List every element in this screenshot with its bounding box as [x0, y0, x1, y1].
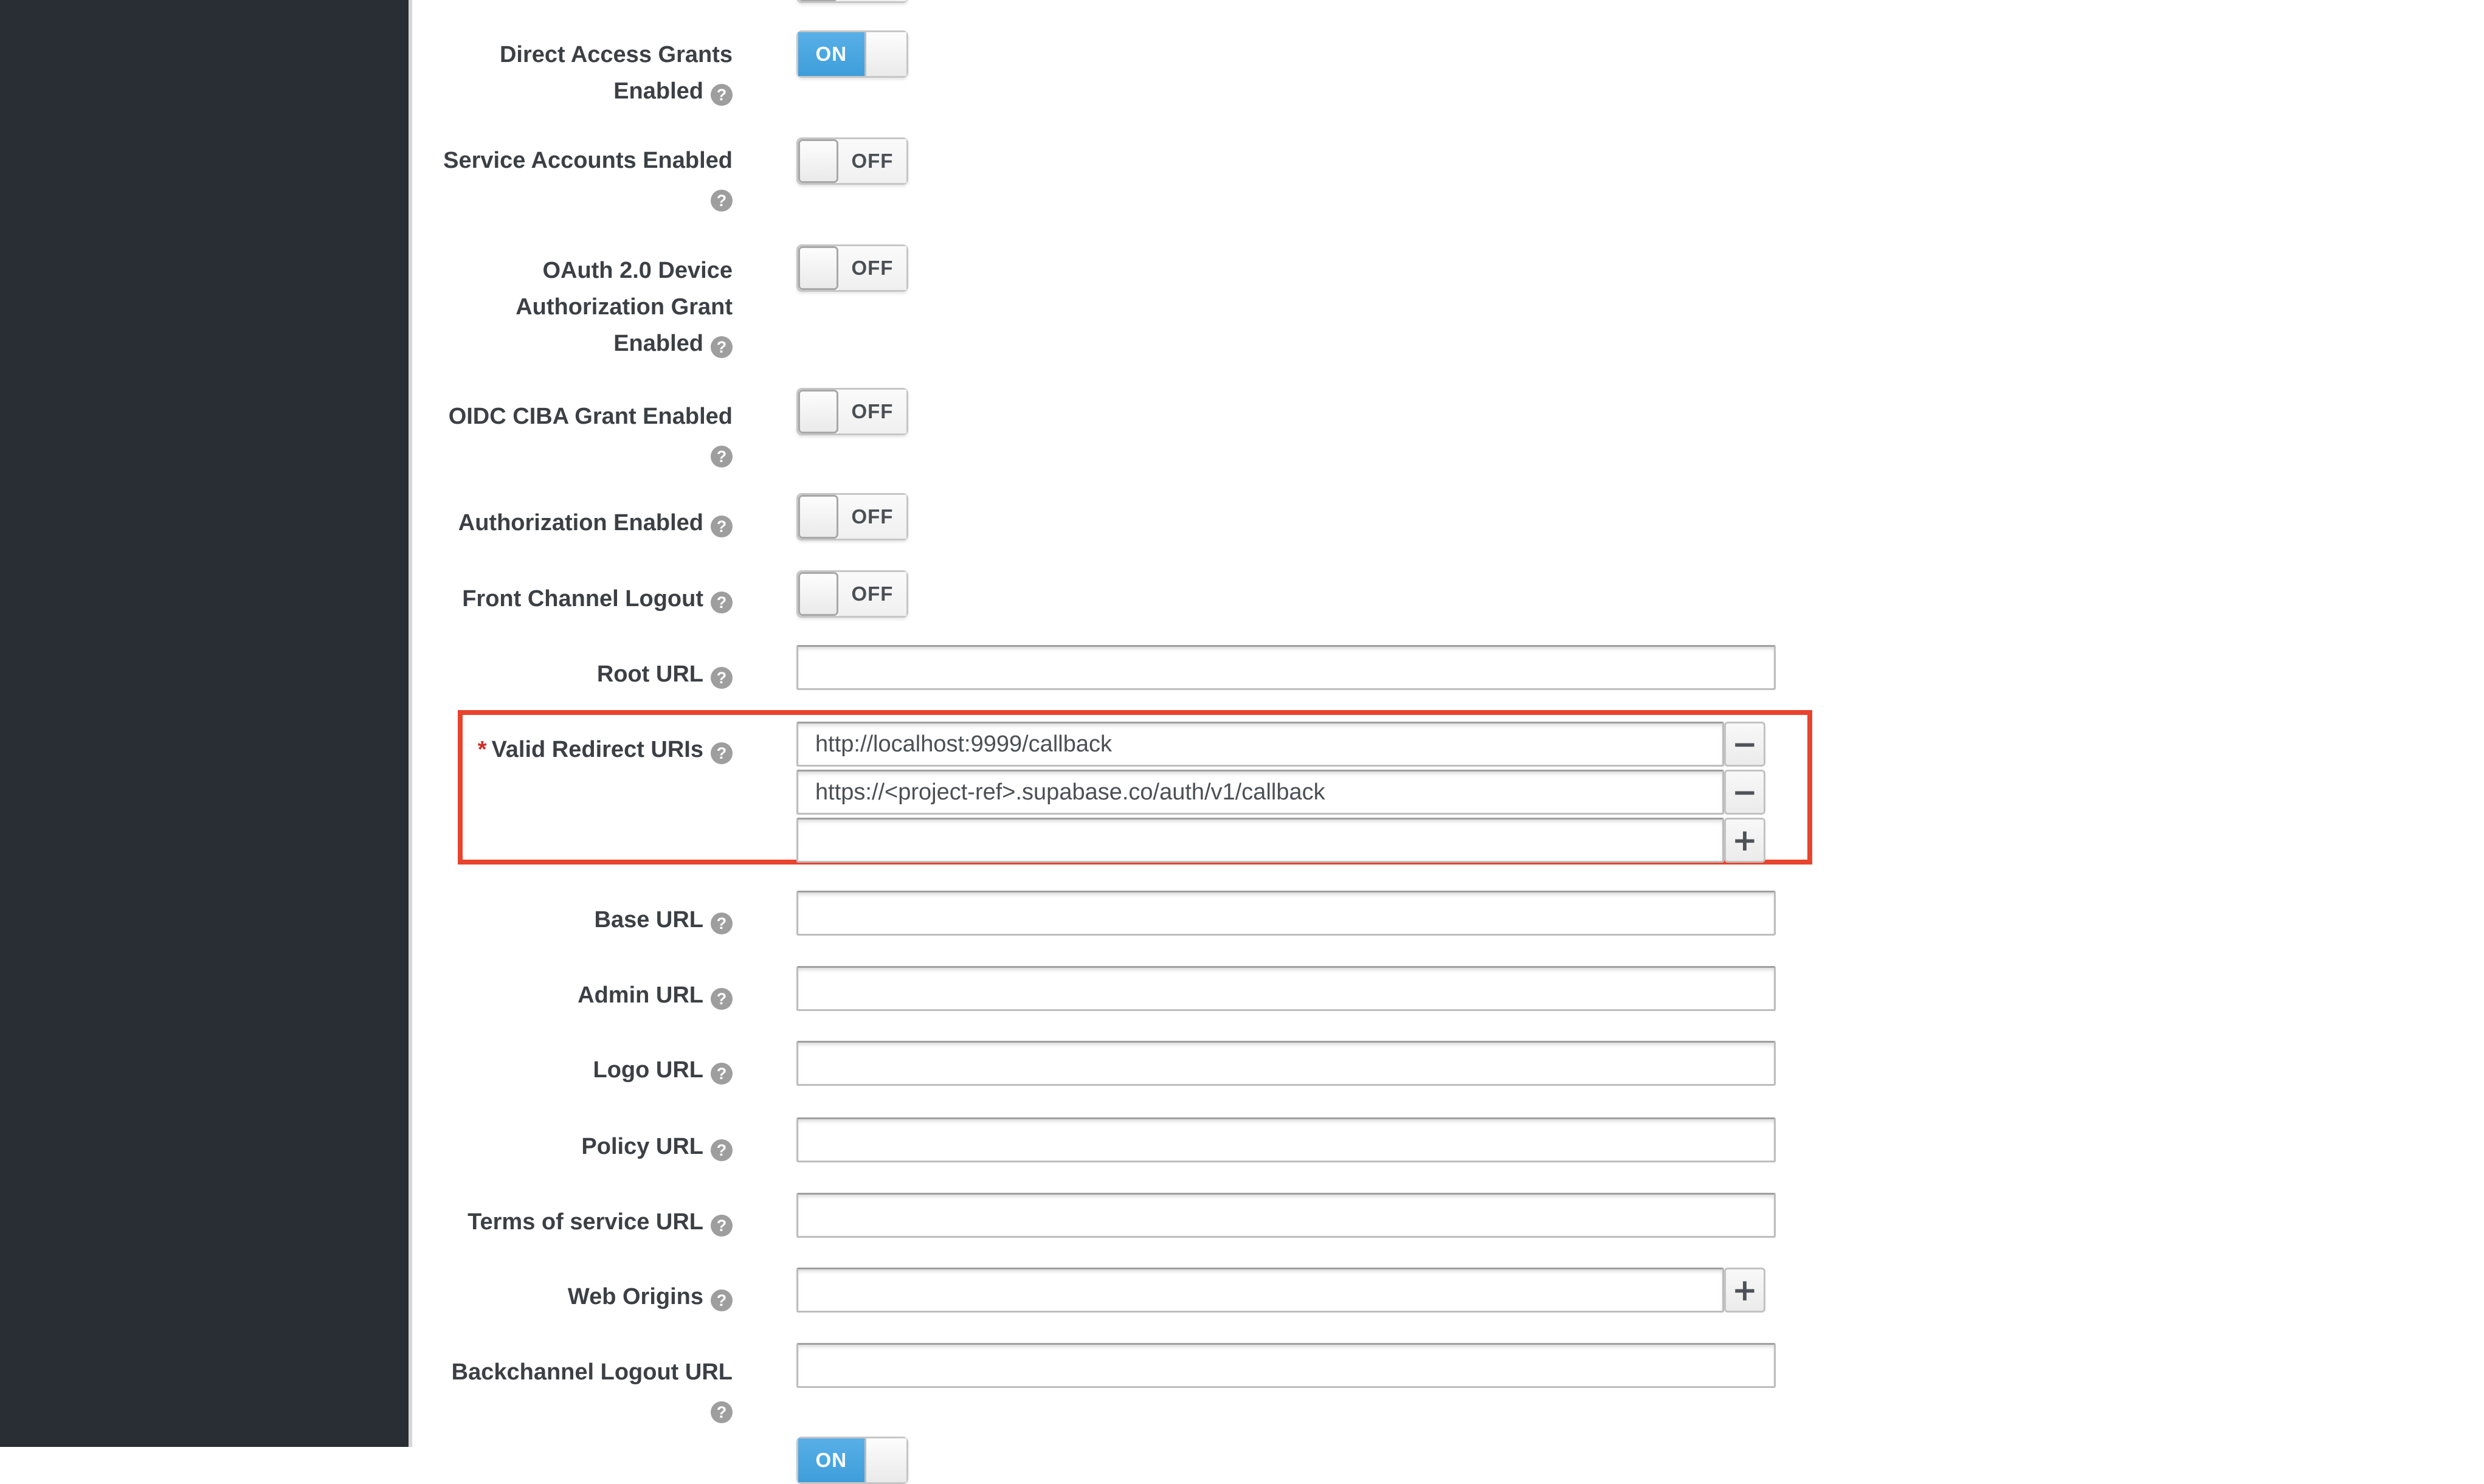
- logo-url-input[interactable]: [796, 1041, 1776, 1086]
- help-icon[interactable]: ?: [711, 592, 733, 613]
- toggle-off-text: OFF: [838, 390, 906, 433]
- policy-url-input[interactable]: [796, 1117, 1776, 1162]
- service-accounts-toggle[interactable]: [796, 137, 908, 185]
- add-web-origin-button[interactable]: +: [1724, 1268, 1765, 1313]
- field-label: [340, 977, 733, 1013]
- label-line: [340, 435, 733, 471]
- help-icon[interactable]: ?: [711, 190, 733, 212]
- label-text: Enabled: [613, 331, 703, 356]
- redirect-uri-input-1[interactable]: [796, 722, 1724, 767]
- field-label: [340, 902, 733, 938]
- label-line: [340, 1354, 733, 1390]
- toggle-off-text: OFF: [838, 495, 906, 539]
- label-text: Terms of service URL: [467, 1209, 703, 1235]
- oidc-ciba-grant-toggle[interactable]: [796, 388, 908, 435]
- field-label: [340, 1279, 733, 1315]
- help-icon[interactable]: ?: [711, 516, 733, 537]
- label-line: [340, 289, 733, 325]
- toggle-handle: [798, 246, 838, 290]
- field-label: [340, 1052, 733, 1088]
- toggle-handle: [798, 139, 838, 183]
- admin-url-input[interactable]: [796, 966, 1776, 1011]
- help-icon[interactable]: ?: [711, 988, 733, 1010]
- label-line: [340, 325, 733, 362]
- label-text: Front Channel Logout: [462, 586, 703, 612]
- field-label: [340, 505, 733, 541]
- label-text: OAuth 2.0 Device: [542, 258, 733, 283]
- label-line: [340, 731, 733, 768]
- field-label: [340, 581, 733, 617]
- toggle-handle: [798, 390, 838, 433]
- label-text: Logo URL: [593, 1057, 703, 1083]
- help-icon[interactable]: ?: [711, 1215, 733, 1237]
- help-icon[interactable]: ?: [711, 84, 733, 106]
- web-origins-input[interactable]: [796, 1268, 1724, 1313]
- help-icon[interactable]: ?: [711, 446, 733, 468]
- remove-redirect-uri-button-1[interactable]: −: [1724, 722, 1765, 767]
- help-icon[interactable]: ?: [711, 1139, 733, 1161]
- label-text: Root URL: [596, 661, 703, 687]
- label-line: [340, 656, 733, 692]
- label-line: [340, 505, 733, 541]
- label-text: Service Accounts Enabled: [443, 148, 733, 173]
- label-line: [340, 1052, 733, 1088]
- label-line: [340, 1279, 733, 1315]
- label-line: [340, 581, 733, 617]
- help-icon[interactable]: ?: [711, 1289, 733, 1311]
- backchannel-logout-url-input[interactable]: [796, 1343, 1776, 1388]
- remove-redirect-uri-button-2[interactable]: −: [1724, 770, 1765, 815]
- redirect-uri-input-2[interactable]: [796, 770, 1724, 815]
- label-line: [340, 977, 733, 1013]
- help-icon[interactable]: ?: [711, 1063, 733, 1085]
- label-text: Policy URL: [581, 1134, 703, 1159]
- field-label: [340, 252, 733, 362]
- toggle-off-text: [838, 0, 906, 1]
- base-url-input[interactable]: [796, 891, 1776, 936]
- help-icon[interactable]: ?: [711, 667, 733, 689]
- label-line: [340, 252, 733, 289]
- partial-toggle-bottom[interactable]: [796, 1437, 908, 1484]
- field-label: [340, 36, 733, 109]
- label-text: Direct Access Grants: [499, 42, 733, 67]
- field-label: [340, 1354, 733, 1427]
- field-label: [340, 731, 733, 768]
- field-label: [340, 142, 733, 215]
- toggle-off-text: OFF: [838, 139, 906, 183]
- label-line: [340, 1390, 733, 1427]
- toggle-handle: [798, 495, 838, 539]
- label-line: [340, 36, 733, 73]
- label-text: Authorization Enabled: [458, 510, 703, 536]
- toggle-off-text: OFF: [838, 572, 906, 616]
- authorization-enabled-toggle[interactable]: [796, 493, 908, 540]
- toggle-handle: [864, 32, 906, 76]
- label-line: [340, 142, 733, 179]
- toggle-handle: [798, 572, 838, 616]
- oauth-device-grant-toggle[interactable]: [796, 244, 908, 292]
- field-label: [340, 1204, 733, 1240]
- field-label: [340, 1128, 733, 1165]
- root-url-input[interactable]: [796, 645, 1776, 690]
- label-line: [340, 73, 733, 109]
- label-text: Enabled: [613, 78, 703, 104]
- label-line: [340, 1204, 733, 1240]
- help-icon[interactable]: ?: [711, 742, 733, 764]
- toggle-handle: [798, 0, 838, 1]
- label-text: OIDC CIBA Grant Enabled: [448, 404, 733, 429]
- help-icon[interactable]: ?: [711, 1401, 733, 1423]
- terms-of-service-url-input[interactable]: [796, 1193, 1776, 1238]
- label-text: Backchannel Logout URL: [451, 1359, 733, 1385]
- add-redirect-uri-button[interactable]: +: [1724, 818, 1765, 863]
- label-line: [340, 1128, 733, 1165]
- direct-access-grants-toggle[interactable]: [796, 30, 908, 78]
- label-line: [340, 902, 733, 938]
- help-icon[interactable]: ?: [711, 336, 733, 358]
- required-marker: *: [477, 737, 487, 762]
- label-line: [340, 179, 733, 215]
- label-text: Web Origins: [567, 1284, 703, 1310]
- partial-toggle-top[interactable]: [796, 0, 908, 3]
- front-channel-logout-toggle[interactable]: [796, 570, 908, 618]
- label-text: Valid Redirect URIs: [491, 737, 703, 762]
- help-icon[interactable]: ?: [711, 913, 733, 934]
- label-text: Base URL: [594, 907, 703, 933]
- field-label: [340, 656, 733, 692]
- label-text: Admin URL: [578, 982, 703, 1008]
- label-text: Authorization Grant: [516, 294, 733, 320]
- label-line: [340, 398, 733, 435]
- field-label: [340, 398, 733, 471]
- toggle-handle: [864, 1438, 906, 1482]
- redirect-uri-input-3[interactable]: [796, 818, 1724, 863]
- toggle-off-text: OFF: [838, 246, 906, 290]
- toggle-on-text: ON: [798, 1438, 864, 1482]
- toggle-on-text: ON: [798, 32, 864, 76]
